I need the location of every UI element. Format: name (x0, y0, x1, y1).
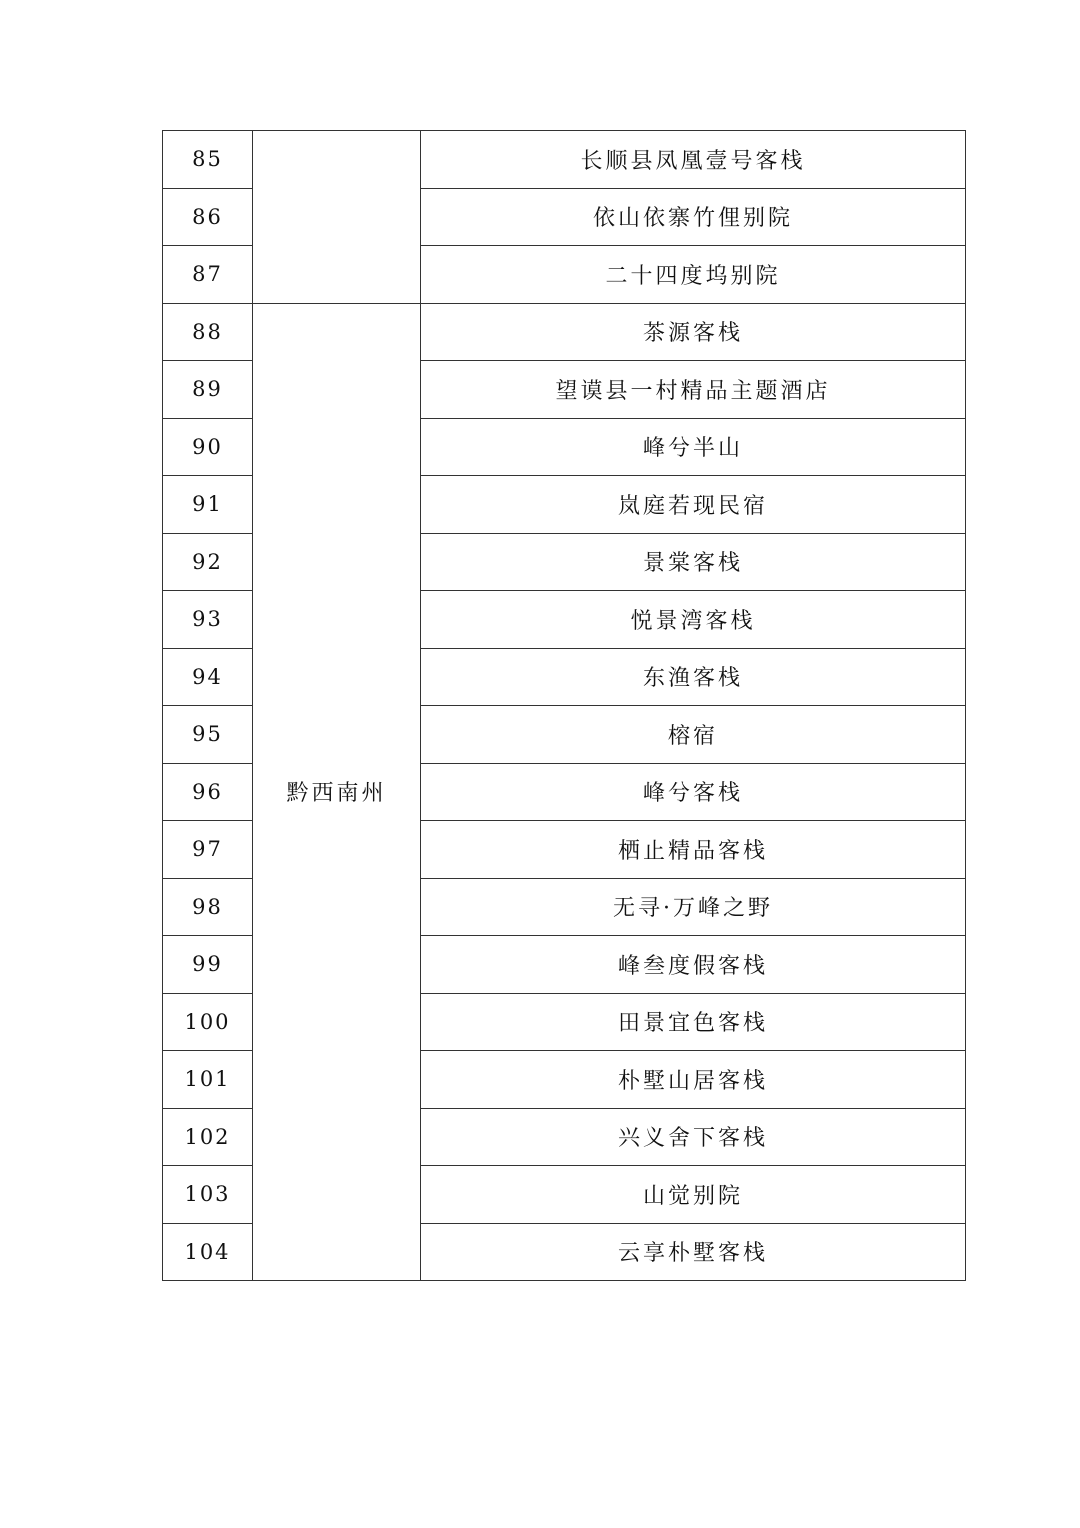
table-row (163, 131, 966, 189)
row-number-cell: 93 (163, 591, 253, 649)
row-number-cell: 86 (163, 188, 253, 246)
row-number-cell: 91 (163, 476, 253, 534)
region-cell (253, 131, 421, 304)
row-number-cell: 89 (163, 361, 253, 419)
row-number-cell: 94 (163, 648, 253, 706)
lodging-name-cell: 岚庭若现民宿 (421, 476, 966, 534)
row-number-cell: 104 (163, 1223, 253, 1281)
lodging-name-cell: 峰兮客栈 (421, 763, 966, 821)
lodging-name-cell: 兴义舍下客栈 (421, 1108, 966, 1166)
lodging-list-table (162, 130, 966, 1281)
lodging-name-cell: 朴墅山居客栈 (421, 1051, 966, 1109)
row-number-cell: 98 (163, 878, 253, 936)
lodging-name-cell: 东渔客栈 (421, 648, 966, 706)
lodging-name-cell: 望谟县一村精品主题酒店 (421, 361, 966, 419)
lodging-name-cell: 无寻·万峰之野 (421, 878, 966, 936)
lodging-name-cell: 山觉别院 (421, 1166, 966, 1224)
lodging-name-cell: 长顺县凤凰壹号客栈 (421, 131, 966, 189)
row-number-cell: 101 (163, 1051, 253, 1109)
row-number-cell: 99 (163, 936, 253, 994)
row-number-cell: 97 (163, 821, 253, 879)
row-number-cell: 102 (163, 1108, 253, 1166)
lodging-name-cell: 田景宜色客栈 (421, 993, 966, 1051)
region-cell: 黔西南州 (253, 303, 421, 1281)
lodging-name-cell: 峰叁度假客栈 (421, 936, 966, 994)
lodging-name-cell: 茶源客栈 (421, 303, 966, 361)
row-number-cell: 100 (163, 993, 253, 1051)
row-number-cell: 90 (163, 418, 253, 476)
table-body (163, 131, 966, 1281)
lodging-name-cell: 悦景湾客栈 (421, 591, 966, 649)
row-number-cell: 85 (163, 131, 253, 189)
table-row (163, 303, 966, 361)
lodging-name-cell: 峰兮半山 (421, 418, 966, 476)
row-number-cell: 103 (163, 1166, 253, 1224)
lodging-name-cell: 云享朴墅客栈 (421, 1223, 966, 1281)
lodging-name-cell: 榕宿 (421, 706, 966, 764)
row-number-cell: 88 (163, 303, 253, 361)
row-number-cell: 92 (163, 533, 253, 591)
lodging-name-cell: 栖止精品客栈 (421, 821, 966, 879)
row-number-cell: 96 (163, 763, 253, 821)
row-number-cell: 87 (163, 246, 253, 304)
lodging-name-cell: 景棠客栈 (421, 533, 966, 591)
lodging-name-cell: 依山依寨竹俚别院 (421, 188, 966, 246)
row-number-cell: 95 (163, 706, 253, 764)
lodging-name-cell: 二十四度坞别院 (421, 246, 966, 304)
